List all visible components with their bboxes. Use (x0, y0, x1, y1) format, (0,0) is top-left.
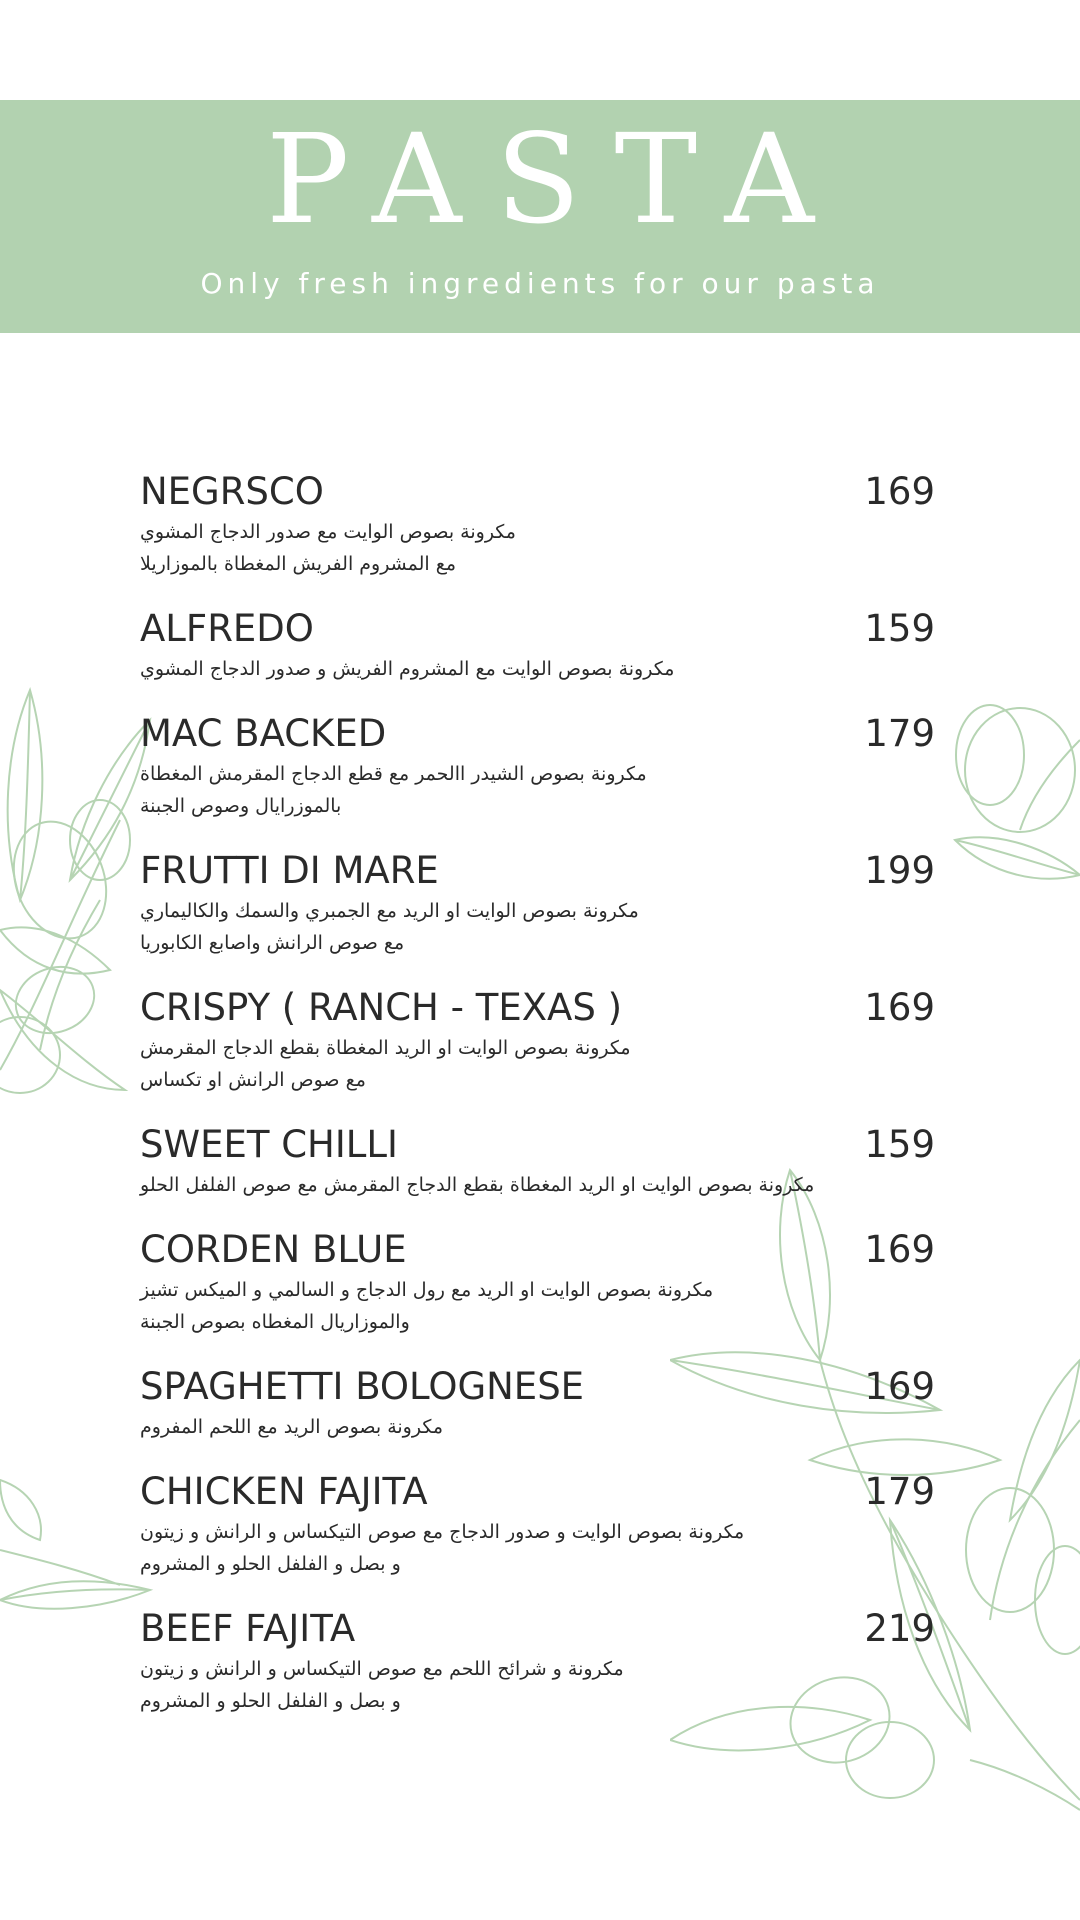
item-description-line: مع صوص الرانش او تكساس (140, 1069, 366, 1091)
item-name: CRISPY ( RANCH - TEXAS ) (140, 986, 623, 1029)
item-description (140, 1516, 744, 1580)
item-price: 169 (864, 470, 935, 513)
item-description-line: و بصل و الفلفل الحلو و المشروم (140, 1690, 401, 1712)
item-price: 179 (864, 1470, 935, 1513)
item-description (140, 1411, 443, 1443)
item-price: 159 (864, 607, 935, 650)
menu-item-negrsco (140, 470, 935, 607)
item-name: CORDEN BLUE (140, 1228, 407, 1271)
item-description-line: مكرونة و شرائح اللحم مع صوص التيكساس و الرانش و زيتون (140, 1658, 624, 1680)
item-description (140, 1032, 631, 1096)
olive-branch-right-illustration (950, 700, 1080, 940)
item-name: SPAGHETTI BOLOGNESE (140, 1365, 585, 1408)
item-description-line: مع صوص الرانش واصابع الكابوريا (140, 932, 405, 954)
item-description-line: مكرونة بصوص الوايت و صدور الدجاج مع صوص التيكساس و الرانش و زيتون (140, 1521, 745, 1543)
menu-item-alfredo (140, 607, 935, 712)
item-description-line: مكرونة بصوص الوايت او الريد مع الجمبري والسمك والكاليماري (140, 900, 639, 922)
page-subtitle: Only fresh ingredients for our pasta (200, 267, 880, 300)
menu-list (140, 470, 935, 1744)
item-description-line: مع المشروم الفريش المغطاة بالموزاريلا (140, 553, 457, 575)
menu-item-crispy (140, 986, 935, 1123)
menu-item-spaghetti-bolognese (140, 1365, 935, 1470)
item-description (140, 653, 674, 685)
item-description-line: مكرونة بصوص الوايت مع صدور الدجاج المشوي (140, 521, 516, 543)
item-price: 169 (864, 986, 935, 1029)
item-price: 199 (864, 849, 935, 892)
item-description (140, 1653, 624, 1717)
menu-item-chicken-fajita (140, 1470, 935, 1607)
item-name: MAC BACKED (140, 712, 387, 755)
item-price: 219 (864, 1607, 935, 1650)
page-title: PASTA (265, 108, 849, 252)
item-name: SWEET CHILLI (140, 1123, 398, 1166)
menu-item-corden-blue (140, 1228, 935, 1365)
item-description-line: مكرونة بصوص الوايت او الريد المغطاة بقطع الدجاج المقرمش (140, 1037, 631, 1059)
olive-branch-bottom-left-illustration (0, 1460, 160, 1620)
item-description (140, 895, 639, 959)
item-name: FRUTTI DI MARE (140, 849, 439, 892)
item-price: 159 (864, 1123, 935, 1166)
item-description (140, 758, 647, 822)
item-description (140, 1169, 814, 1201)
menu-item-sweet-chilli (140, 1123, 935, 1228)
menu-item-mac-backed (140, 712, 935, 849)
item-description-line: مكرونة بصوص الوايت مع المشروم الفريش و صدور الدجاج المشوي (140, 658, 675, 680)
item-description-line: مكرونة بصوص الوايت او الريد مع رول الدجاج و السالمي و الميكس تشيز (140, 1279, 714, 1301)
item-description-line: و بصل و الفلفل الحلو و المشروم (140, 1553, 401, 1575)
item-description-line: مكرونة بصوص الريد مع اللحم المفروم (140, 1416, 444, 1438)
item-description (140, 1274, 713, 1338)
item-description-line: مكرونة بصوص الشيدر االحمر مع قطع الدجاج المقرمش المغطاة (140, 763, 647, 785)
item-description (140, 516, 516, 580)
item-price: 179 (864, 712, 935, 755)
item-description-line: مكرونة بصوص الوايت او الريد المغطاة بقطع الدجاج المقرمش مع صوص الفلفل الحلو (140, 1174, 815, 1196)
item-name: NEGRSCO (140, 470, 324, 513)
olive-branch-left-illustration (0, 670, 160, 1110)
item-name: BEEF FAJITA (140, 1607, 356, 1650)
item-price: 169 (864, 1228, 935, 1271)
item-price: 169 (864, 1365, 935, 1408)
menu-item-frutti-di-mare (140, 849, 935, 986)
item-name: ALFREDO (140, 607, 314, 650)
item-description-line: والموزاريال المغطاه بصوص الجبنة (140, 1311, 410, 1333)
item-name: CHICKEN FAJITA (140, 1470, 428, 1513)
menu-item-beef-fajita (140, 1607, 935, 1744)
item-description-line: بالموزرايال وصوص الجبنة (140, 795, 342, 817)
